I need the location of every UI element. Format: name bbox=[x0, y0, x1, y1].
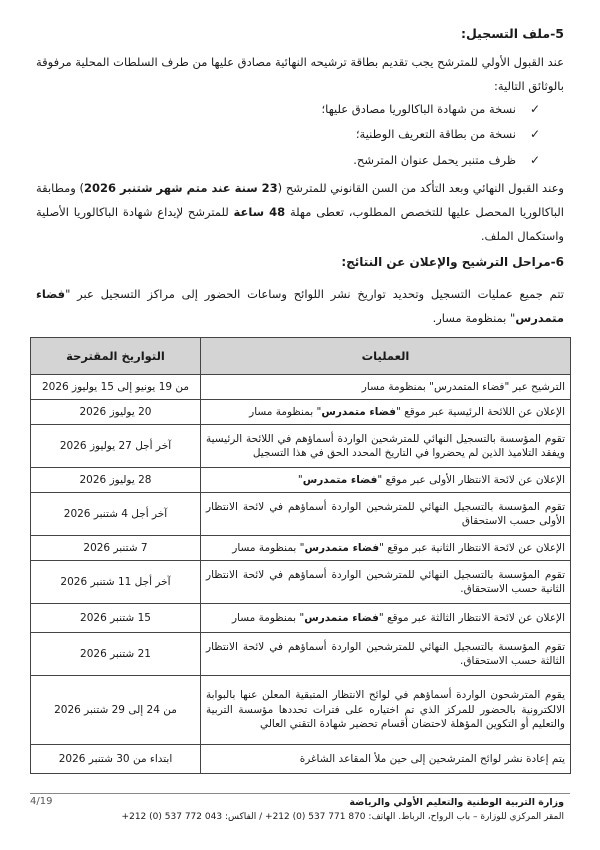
table-row bbox=[31, 745, 571, 774]
table-row bbox=[31, 561, 571, 604]
operation-text-suffix: " bbox=[297, 473, 303, 486]
operation-cell bbox=[201, 375, 571, 400]
operation-cell bbox=[201, 745, 571, 774]
section5-final-paragraph bbox=[36, 176, 564, 248]
final-text-c: ) ومطابقة الباكالوريا المحصل عليها للتخصص المطلوب، تعطى مهلة bbox=[36, 181, 564, 219]
table-row bbox=[31, 633, 571, 676]
section6-title: 6-مراحل الترشيح والإعلان عن النتائج: bbox=[341, 255, 564, 269]
final-text-e: للمترشح لإيداع شهادة الباكالوريا الأصلية واستكمال الملف. bbox=[36, 205, 564, 243]
table-row bbox=[31, 493, 571, 536]
table-header-row bbox=[31, 338, 571, 375]
operation-text: يتم إعادة نشر لوائح المترشحين إلى حين ملأ المقاعد الشاغرة bbox=[299, 752, 565, 765]
operation-cell bbox=[201, 561, 571, 604]
dates-header: التواريخ المقترحة bbox=[31, 338, 201, 375]
operation-cell bbox=[201, 425, 571, 468]
operation-cell bbox=[201, 400, 571, 425]
checkmark-icon: ✓ bbox=[529, 127, 540, 141]
operation-text-suffix: " بمنظومة مسار bbox=[232, 541, 305, 554]
checkmark-icon: ✓ bbox=[529, 153, 540, 167]
operation-cell bbox=[201, 468, 571, 493]
document-list-item bbox=[353, 150, 540, 170]
date-cell: 15 شتنبر 2026 bbox=[31, 604, 201, 633]
ministry-name: وزارة التربية الوطنية والتعليم الأولي والرياضة bbox=[349, 797, 564, 808]
intro-text-c: " بمنظومة مسار. bbox=[432, 311, 516, 325]
list-item-text: نسخة من شهادة الباكالوريا مصادق عليها؛ bbox=[321, 102, 516, 116]
operation-text: تقوم المؤسسة بالتسجيل النهائي للمترشحين الواردة أسماؤهم في اللائحة الرئيسية ويفقد التلاميذ الذين لم يحضروا في التاريخ المحدد الحق في هذا التسجيل bbox=[206, 432, 565, 459]
operation-text-suffix: " بمنظومة مسار bbox=[249, 405, 322, 418]
operation-text: الإعلان عن لائحة الانتظار الأولى عبر موقع " bbox=[377, 473, 565, 486]
operations-header: العمليات bbox=[201, 338, 571, 375]
platform-name: فضاء متمدرس bbox=[321, 405, 396, 418]
checkmark-icon: ✓ bbox=[529, 102, 540, 116]
age-requirement: 23 سنة عند متم شهر شتنبر 2026 bbox=[83, 181, 278, 195]
operation-cell bbox=[201, 493, 571, 536]
platform-name: فضاء متمدرس bbox=[304, 611, 379, 624]
table-row bbox=[31, 400, 571, 425]
table-row bbox=[31, 676, 571, 745]
operation-text: الإعلان عن لائحة الانتظار الثانية عبر موقع " bbox=[379, 541, 565, 554]
document-list-item bbox=[356, 124, 540, 144]
operation-cell bbox=[201, 676, 571, 745]
document-list-item bbox=[322, 99, 540, 119]
date-cell: من 19 يونيو إلى 15 يوليوز 2026 bbox=[31, 375, 201, 400]
date-cell: 20 يوليوز 2026 bbox=[31, 400, 201, 425]
table-row bbox=[31, 375, 571, 400]
date-cell: آخر أجل 27 يوليوز 2026 bbox=[31, 425, 201, 468]
footer-divider bbox=[30, 793, 570, 794]
operation-cell bbox=[201, 604, 571, 633]
section5-intro: عند القبول الأولي للمترشح يجب تقديم بطاقة ترشيحه النهائية مصادق عليها من طرف السلطات المحلية مرفوقة بالوثائق التالية: bbox=[36, 55, 564, 93]
table-row bbox=[31, 425, 571, 468]
date-cell: آخر أجل 11 شتنبر 2026 bbox=[31, 561, 201, 604]
operation-text: تقوم المؤسسة بالتسجيل النهائي للمترشحين الواردة أسماؤهم في لائحة الانتظار الثالثة حسب الاستحقاق. bbox=[206, 640, 565, 667]
operation-text: تقوم المؤسسة بالتسجيل النهائي للمترشحين الواردة أسماؤهم في لائحة الانتظار الأولى حسب الاستحقاق bbox=[206, 500, 565, 527]
platform-name: فضاء متمدرس bbox=[304, 541, 380, 554]
operation-text: تقوم المؤسسة بالتسجيل النهائي للمترشحين الواردة أسماؤهم في لائحة الانتظار الثانية حسب الاستحقاق. bbox=[206, 568, 565, 595]
operation-text: الترشيح عبر "فضاء المتمدرس" بمنظومة مسار bbox=[361, 380, 565, 393]
date-cell: 21 شتنبر 2026 bbox=[31, 633, 201, 676]
operation-cell bbox=[201, 633, 571, 676]
table-row bbox=[31, 604, 571, 633]
operation-text: الإعلان عن لائحة الانتظار الثالثة عبر موقع " bbox=[378, 611, 565, 624]
list-item-text: نسخة من بطاقة التعريف الوطنية؛ bbox=[355, 127, 516, 141]
final-text-a: وعند القبول النهائي وبعد التأكد من السن القانوني للمترشح ( bbox=[277, 181, 564, 195]
ministry-address: المقر المركزي للوزارة – باب الرواح، الرباط. الهاتف: 870 771 537 (0) 212+ / الفاكس: 043 772 537 (0) 212+ bbox=[121, 812, 564, 822]
platform-name: فضاء متمدرس bbox=[302, 473, 378, 486]
date-cell: آخر أجل 4 شتنبر 2026 bbox=[31, 493, 201, 536]
date-cell: ابتداء من 30 شتنبر 2026 bbox=[31, 745, 201, 774]
section6-intro bbox=[36, 282, 564, 330]
operation-cell bbox=[201, 536, 571, 561]
operation-text: يقوم المترشحون الواردة أسماؤهم في لوائح الانتظار المتبقية المعلن عنها بالبوابة الالكترونية بالحضور للمركز الذي تم اختياره على فترات تحددها مؤسسة التربية والتعليم أو التكوين المؤهلة لاحتضان أقسام تحضير شهادة التقني العالي bbox=[206, 689, 565, 731]
table-row bbox=[31, 468, 571, 493]
deadline-hours: 48 ساعة bbox=[233, 205, 286, 219]
operation-text: الإعلان عن اللائحة الرئيسية عبر موقع " bbox=[395, 405, 565, 418]
date-cell: من 24 إلى 29 شتنبر 2026 bbox=[31, 676, 201, 745]
table-row bbox=[31, 536, 571, 561]
platform-name: فضاء متمدرس bbox=[36, 287, 564, 325]
section5-title: 5-ملف التسجيل: bbox=[460, 26, 564, 41]
operation-text-suffix: " بمنظومة مسار bbox=[231, 611, 305, 624]
date-cell: 28 يوليوز 2026 bbox=[31, 468, 201, 493]
list-item-text: ظرف متنبر يحمل عنوان المترشح. bbox=[353, 153, 516, 167]
page-number: 4/19 bbox=[30, 796, 53, 807]
schedule-table bbox=[30, 337, 571, 774]
date-cell: 7 شتنبر 2026 bbox=[31, 536, 201, 561]
schedule-table-body bbox=[31, 375, 571, 774]
intro-text-a: تتم جميع عمليات التسجيل وتحديد تواريخ نشر اللوائح وساعات الحضور إلى مراكز التسجيل عبر " bbox=[65, 287, 564, 301]
